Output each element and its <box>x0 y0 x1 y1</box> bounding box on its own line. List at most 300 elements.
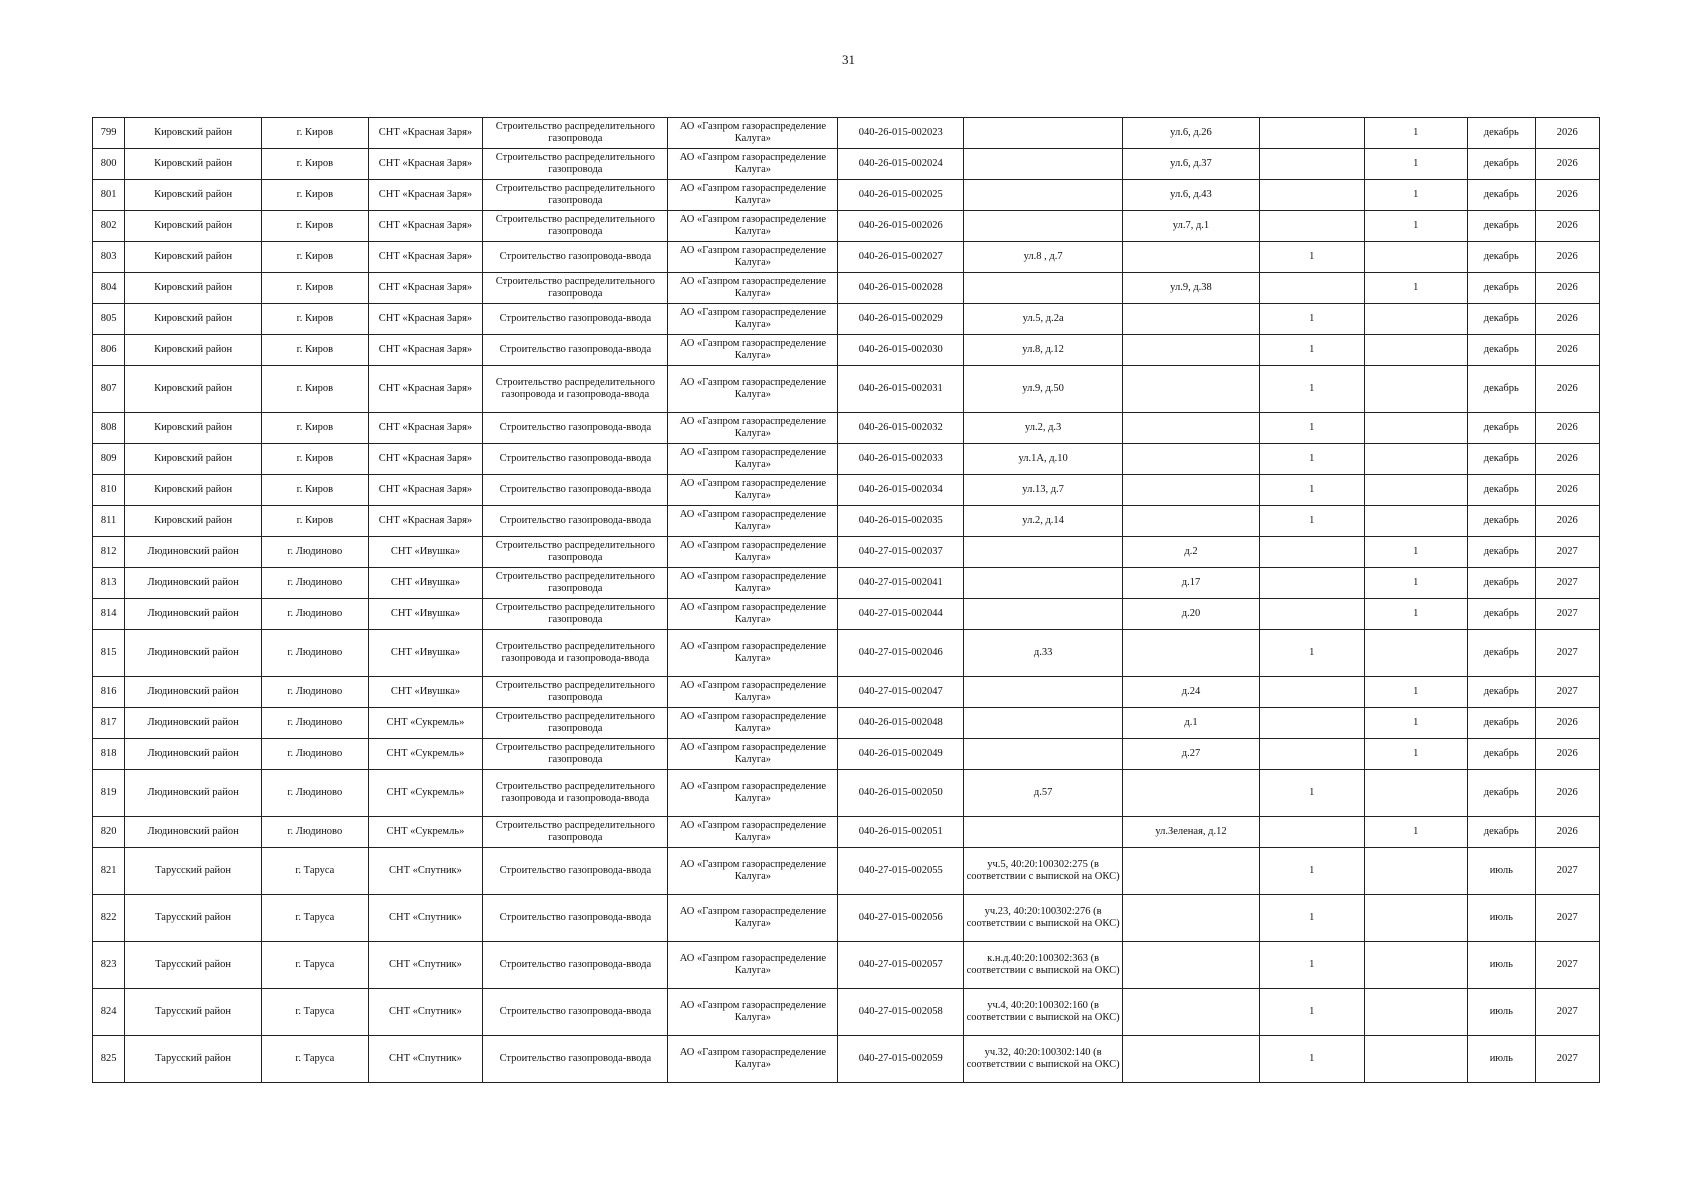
work-type-cell: Строительство распределительного газопровода <box>483 739 668 770</box>
address-connection-cell <box>964 211 1123 242</box>
district-cell: Кировский район <box>125 506 262 537</box>
year-cell: 2027 <box>1535 989 1600 1036</box>
address-network-cell <box>1123 989 1260 1036</box>
count-connection-cell: 1 <box>1259 366 1364 413</box>
count-network-cell: 1 <box>1364 817 1468 848</box>
count-connection-cell: 1 <box>1259 475 1364 506</box>
snt-cell: СНТ «Красная Заря» <box>368 149 483 180</box>
snt-cell: СНТ «Красная Заря» <box>368 475 483 506</box>
row-number-cell: 801 <box>93 180 125 211</box>
row-number-cell: 813 <box>93 568 125 599</box>
town-cell: г. Киров <box>262 211 369 242</box>
object-code-cell: 040-27-015-002055 <box>838 848 964 895</box>
month-cell: июль <box>1468 848 1535 895</box>
address-network-cell <box>1123 242 1260 273</box>
work-type-cell: Строительство распределительного газопровода <box>483 708 668 739</box>
month-cell: декабрь <box>1468 118 1535 149</box>
district-cell: Людиновский район <box>125 537 262 568</box>
town-cell: г. Таруса <box>262 989 369 1036</box>
snt-cell: СНТ «Ивушка» <box>368 599 483 630</box>
count-network-cell: 1 <box>1364 149 1468 180</box>
address-connection-cell: уч.5, 40:20:100302:275 (в соответствии с выпиской на ОКС) <box>964 848 1123 895</box>
year-cell: 2026 <box>1535 242 1600 273</box>
town-cell: г. Киров <box>262 413 369 444</box>
address-network-cell <box>1123 1036 1260 1083</box>
work-type-cell: Строительство распределительного газопровода и газопровода-ввода <box>483 366 668 413</box>
district-cell: Кировский район <box>125 273 262 304</box>
district-cell: Тарусский район <box>125 848 262 895</box>
table-row <box>93 506 1600 537</box>
count-network-cell <box>1364 942 1468 989</box>
address-connection-cell <box>964 273 1123 304</box>
count-connection-cell <box>1259 677 1364 708</box>
year-cell: 2027 <box>1535 895 1600 942</box>
count-network-cell <box>1364 895 1468 942</box>
year-cell: 2026 <box>1535 304 1600 335</box>
table-row <box>93 475 1600 506</box>
organization-cell: АО «Газпром газораспределение Калуга» <box>668 1036 838 1083</box>
month-cell: декабрь <box>1468 599 1535 630</box>
table-row <box>93 599 1600 630</box>
year-cell: 2026 <box>1535 444 1600 475</box>
organization-cell: АО «Газпром газораспределение Калуга» <box>668 942 838 989</box>
address-connection-cell: ул.8, д.12 <box>964 335 1123 366</box>
month-cell: июль <box>1468 989 1535 1036</box>
address-network-cell <box>1123 366 1260 413</box>
town-cell: г. Киров <box>262 149 369 180</box>
count-network-cell: 1 <box>1364 211 1468 242</box>
work-type-cell: Строительство газопровода-ввода <box>483 444 668 475</box>
work-type-cell: Строительство газопровода-ввода <box>483 242 668 273</box>
work-type-cell: Строительство распределительного газопровода <box>483 537 668 568</box>
address-network-cell <box>1123 895 1260 942</box>
year-cell: 2027 <box>1535 848 1600 895</box>
snt-cell: СНТ «Красная Заря» <box>368 180 483 211</box>
address-connection-cell: уч.23, 40:20:100302:276 (в соответствии с выпиской на ОКС) <box>964 895 1123 942</box>
object-code-cell: 040-27-015-002056 <box>838 895 964 942</box>
address-connection-cell <box>964 599 1123 630</box>
address-connection-cell: ул.8 , д.7 <box>964 242 1123 273</box>
work-type-cell: Строительство газопровода-ввода <box>483 895 668 942</box>
town-cell: г. Людиново <box>262 599 369 630</box>
district-cell: Людиновский район <box>125 770 262 817</box>
snt-cell: СНТ «Ивушка» <box>368 568 483 599</box>
year-cell: 2026 <box>1535 475 1600 506</box>
address-network-cell <box>1123 475 1260 506</box>
row-number-cell: 819 <box>93 770 125 817</box>
address-network-cell <box>1123 848 1260 895</box>
row-number-cell: 817 <box>93 708 125 739</box>
table-row <box>93 1036 1600 1083</box>
month-cell: декабрь <box>1468 770 1535 817</box>
organization-cell: АО «Газпром газораспределение Калуга» <box>668 335 838 366</box>
table-row <box>93 568 1600 599</box>
row-number-cell: 811 <box>93 506 125 537</box>
year-cell: 2026 <box>1535 149 1600 180</box>
district-cell: Кировский район <box>125 242 262 273</box>
snt-cell: СНТ «Красная Заря» <box>368 304 483 335</box>
work-type-cell: Строительство распределительного газопровода <box>483 273 668 304</box>
table-row <box>93 180 1600 211</box>
year-cell: 2027 <box>1535 599 1600 630</box>
month-cell: декабрь <box>1468 211 1535 242</box>
organization-cell: АО «Газпром газораспределение Калуга» <box>668 413 838 444</box>
address-network-cell <box>1123 304 1260 335</box>
organization-cell: АО «Газпром газораспределение Калуга» <box>668 599 838 630</box>
year-cell: 2026 <box>1535 708 1600 739</box>
town-cell: г. Людиново <box>262 537 369 568</box>
object-code-cell: 040-27-015-002041 <box>838 568 964 599</box>
table-row <box>93 848 1600 895</box>
object-code-cell: 040-26-015-002032 <box>838 413 964 444</box>
address-connection-cell <box>964 180 1123 211</box>
month-cell: июль <box>1468 895 1535 942</box>
row-number-cell: 825 <box>93 1036 125 1083</box>
count-network-cell: 1 <box>1364 537 1468 568</box>
organization-cell: АО «Газпром газораспределение Калуга» <box>668 242 838 273</box>
address-connection-cell: уч.32, 40:20:100302:140 (в соответствии с выпиской на ОКС) <box>964 1036 1123 1083</box>
organization-cell: АО «Газпром газораспределение Калуга» <box>668 211 838 242</box>
table-row <box>93 149 1600 180</box>
organization-cell: АО «Газпром газораспределение Калуга» <box>668 895 838 942</box>
month-cell: декабрь <box>1468 677 1535 708</box>
work-type-cell: Строительство газопровода-ввода <box>483 506 668 537</box>
district-cell: Людиновский район <box>125 817 262 848</box>
year-cell: 2026 <box>1535 366 1600 413</box>
object-code-cell: 040-27-015-002059 <box>838 1036 964 1083</box>
address-connection-cell: к.н.д.40:20:100302:363 (в соответствии с выпиской на ОКС) <box>964 942 1123 989</box>
year-cell: 2026 <box>1535 413 1600 444</box>
district-cell: Людиновский район <box>125 739 262 770</box>
row-number-cell: 804 <box>93 273 125 304</box>
count-network-cell: 1 <box>1364 568 1468 599</box>
district-cell: Кировский район <box>125 475 262 506</box>
table-row <box>93 273 1600 304</box>
organization-cell: АО «Газпром газораспределение Калуга» <box>668 677 838 708</box>
town-cell: г. Людиново <box>262 708 369 739</box>
district-cell: Тарусский район <box>125 989 262 1036</box>
town-cell: г. Людиново <box>262 817 369 848</box>
town-cell: г. Людиново <box>262 630 369 677</box>
month-cell: декабрь <box>1468 537 1535 568</box>
town-cell: г. Людиново <box>262 739 369 770</box>
object-code-cell: 040-26-015-002024 <box>838 149 964 180</box>
count-network-cell <box>1364 413 1468 444</box>
object-code-cell: 040-27-015-002037 <box>838 537 964 568</box>
row-number-cell: 824 <box>93 989 125 1036</box>
count-network-cell <box>1364 242 1468 273</box>
district-cell: Кировский район <box>125 335 262 366</box>
page-number: 31 <box>842 52 855 67</box>
address-network-cell: ул.6, д.26 <box>1123 118 1260 149</box>
address-network-cell <box>1123 770 1260 817</box>
month-cell: июль <box>1468 942 1535 989</box>
table-row <box>93 118 1600 149</box>
year-cell: 2026 <box>1535 739 1600 770</box>
snt-cell: СНТ «Спутник» <box>368 1036 483 1083</box>
organization-cell: АО «Газпром газораспределение Калуга» <box>668 304 838 335</box>
object-code-cell: 040-26-015-002023 <box>838 118 964 149</box>
year-cell: 2026 <box>1535 817 1600 848</box>
count-connection-cell <box>1259 817 1364 848</box>
month-cell: декабрь <box>1468 630 1535 677</box>
work-type-cell: Строительство распределительного газопровода <box>483 677 668 708</box>
year-cell: 2026 <box>1535 335 1600 366</box>
count-network-cell: 1 <box>1364 180 1468 211</box>
town-cell: г. Людиново <box>262 568 369 599</box>
address-network-cell <box>1123 335 1260 366</box>
month-cell: декабрь <box>1468 817 1535 848</box>
snt-cell: СНТ «Ивушка» <box>368 537 483 568</box>
address-network-cell <box>1123 444 1260 475</box>
count-connection-cell <box>1259 149 1364 180</box>
row-number-cell: 809 <box>93 444 125 475</box>
work-type-cell: Строительство распределительного газопровода <box>483 599 668 630</box>
table-row <box>93 677 1600 708</box>
work-type-cell: Строительство распределительного газопровода <box>483 817 668 848</box>
town-cell: г. Людиново <box>262 677 369 708</box>
snt-cell: СНТ «Спутник» <box>368 942 483 989</box>
row-number-cell: 806 <box>93 335 125 366</box>
month-cell: декабрь <box>1468 568 1535 599</box>
organization-cell: АО «Газпром газораспределение Калуга» <box>668 708 838 739</box>
object-code-cell: 040-26-015-002030 <box>838 335 964 366</box>
work-type-cell: Строительство распределительного газопровода <box>483 118 668 149</box>
row-number-cell: 823 <box>93 942 125 989</box>
address-network-cell: д.24 <box>1123 677 1260 708</box>
district-cell: Кировский район <box>125 180 262 211</box>
object-code-cell: 040-26-015-002027 <box>838 242 964 273</box>
count-connection-cell <box>1259 180 1364 211</box>
work-type-cell: Строительство газопровода-ввода <box>483 848 668 895</box>
row-number-cell: 818 <box>93 739 125 770</box>
object-code-cell: 040-26-015-002034 <box>838 475 964 506</box>
table-row <box>93 335 1600 366</box>
table-row <box>93 413 1600 444</box>
count-network-cell: 1 <box>1364 708 1468 739</box>
address-connection-cell: ул.13, д.7 <box>964 475 1123 506</box>
row-number-cell: 820 <box>93 817 125 848</box>
year-cell: 2027 <box>1535 537 1600 568</box>
table-row <box>93 942 1600 989</box>
year-cell: 2027 <box>1535 630 1600 677</box>
work-type-cell: Строительство газопровода-ввода <box>483 475 668 506</box>
row-number-cell: 802 <box>93 211 125 242</box>
row-number-cell: 822 <box>93 895 125 942</box>
row-number-cell: 815 <box>93 630 125 677</box>
address-network-cell <box>1123 630 1260 677</box>
address-network-cell: ул.Зеленая, д.12 <box>1123 817 1260 848</box>
table-row <box>93 895 1600 942</box>
town-cell: г. Киров <box>262 366 369 413</box>
object-code-cell: 040-27-015-002057 <box>838 942 964 989</box>
organization-cell: АО «Газпром газораспределение Калуга» <box>668 848 838 895</box>
town-cell: г. Киров <box>262 506 369 537</box>
town-cell: г. Киров <box>262 273 369 304</box>
row-number-cell: 810 <box>93 475 125 506</box>
year-cell: 2027 <box>1535 1036 1600 1083</box>
address-connection-cell: д.57 <box>964 770 1123 817</box>
year-cell: 2026 <box>1535 211 1600 242</box>
organization-cell: АО «Газпром газораспределение Калуга» <box>668 989 838 1036</box>
address-network-cell <box>1123 942 1260 989</box>
row-number-cell: 807 <box>93 366 125 413</box>
table-row <box>93 708 1600 739</box>
town-cell: г. Киров <box>262 242 369 273</box>
count-connection-cell <box>1259 537 1364 568</box>
row-number-cell: 816 <box>93 677 125 708</box>
address-connection-cell: ул.2, д.3 <box>964 413 1123 444</box>
count-connection-cell: 1 <box>1259 942 1364 989</box>
address-connection-cell: ул.2, д.14 <box>964 506 1123 537</box>
address-connection-cell <box>964 568 1123 599</box>
object-code-cell: 040-27-015-002058 <box>838 989 964 1036</box>
organization-cell: АО «Газпром газораспределение Калуга» <box>668 506 838 537</box>
count-connection-cell <box>1259 599 1364 630</box>
object-code-cell: 040-26-015-002049 <box>838 739 964 770</box>
month-cell: декабрь <box>1468 335 1535 366</box>
row-number-cell: 803 <box>93 242 125 273</box>
count-network-cell: 1 <box>1364 273 1468 304</box>
count-network-cell <box>1364 366 1468 413</box>
object-code-cell: 040-26-015-002051 <box>838 817 964 848</box>
organization-cell: АО «Газпром газораспределение Калуга» <box>668 568 838 599</box>
table-row <box>93 304 1600 335</box>
table-row <box>93 211 1600 242</box>
district-cell: Кировский район <box>125 444 262 475</box>
month-cell: декабрь <box>1468 149 1535 180</box>
count-connection-cell: 1 <box>1259 989 1364 1036</box>
month-cell: июль <box>1468 1036 1535 1083</box>
organization-cell: АО «Газпром газораспределение Калуга» <box>668 180 838 211</box>
count-network-cell: 1 <box>1364 599 1468 630</box>
count-connection-cell: 1 <box>1259 413 1364 444</box>
work-type-cell: Строительство газопровода-ввода <box>483 942 668 989</box>
month-cell: декабрь <box>1468 739 1535 770</box>
organization-cell: АО «Газпром газораспределение Калуга» <box>668 630 838 677</box>
object-code-cell: 040-26-015-002028 <box>838 273 964 304</box>
table-row <box>93 817 1600 848</box>
work-type-cell: Строительство газопровода-ввода <box>483 989 668 1036</box>
count-connection-cell: 1 <box>1259 335 1364 366</box>
object-code-cell: 040-26-015-002050 <box>838 770 964 817</box>
town-cell: г. Киров <box>262 335 369 366</box>
address-network-cell: ул.7, д.1 <box>1123 211 1260 242</box>
snt-cell: СНТ «Сукремль» <box>368 817 483 848</box>
object-code-cell: 040-27-015-002044 <box>838 599 964 630</box>
district-cell: Кировский район <box>125 366 262 413</box>
year-cell: 2026 <box>1535 118 1600 149</box>
count-network-cell <box>1364 989 1468 1036</box>
address-connection-cell <box>964 118 1123 149</box>
row-number-cell: 808 <box>93 413 125 444</box>
month-cell: декабрь <box>1468 273 1535 304</box>
organization-cell: АО «Газпром газораспределение Калуга» <box>668 817 838 848</box>
work-type-cell: Строительство распределительного газопровода <box>483 211 668 242</box>
address-network-cell: д.1 <box>1123 708 1260 739</box>
address-connection-cell <box>964 677 1123 708</box>
district-cell: Тарусский район <box>125 1036 262 1083</box>
town-cell: г. Киров <box>262 475 369 506</box>
organization-cell: АО «Газпром газораспределение Калуга» <box>668 366 838 413</box>
work-type-cell: Строительство газопровода-ввода <box>483 304 668 335</box>
month-cell: декабрь <box>1468 475 1535 506</box>
row-number-cell: 799 <box>93 118 125 149</box>
object-code-cell: 040-27-015-002046 <box>838 630 964 677</box>
address-network-cell: ул.9, д.38 <box>1123 273 1260 304</box>
work-type-cell: Строительство распределительного газопровода <box>483 180 668 211</box>
town-cell: г. Киров <box>262 180 369 211</box>
snt-cell: СНТ «Сукремль» <box>368 708 483 739</box>
gasification-table <box>92 117 1600 1083</box>
month-cell: декабрь <box>1468 242 1535 273</box>
object-code-cell: 040-26-015-002029 <box>838 304 964 335</box>
district-cell: Тарусский район <box>125 895 262 942</box>
district-cell: Кировский район <box>125 413 262 444</box>
count-network-cell <box>1364 444 1468 475</box>
row-number-cell: 805 <box>93 304 125 335</box>
address-network-cell <box>1123 413 1260 444</box>
table-row <box>93 242 1600 273</box>
address-connection-cell: ул.9, д.50 <box>964 366 1123 413</box>
count-network-cell <box>1364 770 1468 817</box>
district-cell: Людиновский район <box>125 568 262 599</box>
count-connection-cell: 1 <box>1259 242 1364 273</box>
snt-cell: СНТ «Красная Заря» <box>368 242 483 273</box>
snt-cell: СНТ «Красная Заря» <box>368 366 483 413</box>
row-number-cell: 800 <box>93 149 125 180</box>
snt-cell: СНТ «Красная Заря» <box>368 273 483 304</box>
address-network-cell: д.20 <box>1123 599 1260 630</box>
year-cell: 2026 <box>1535 506 1600 537</box>
address-connection-cell: д.33 <box>964 630 1123 677</box>
count-connection-cell <box>1259 739 1364 770</box>
table-row <box>93 537 1600 568</box>
count-connection-cell: 1 <box>1259 304 1364 335</box>
table-row <box>93 444 1600 475</box>
work-type-cell: Строительство газопровода-ввода <box>483 1036 668 1083</box>
object-code-cell: 040-26-015-002026 <box>838 211 964 242</box>
work-type-cell: Строительство распределительного газопровода и газопровода-ввода <box>483 630 668 677</box>
count-connection-cell <box>1259 118 1364 149</box>
town-cell: г. Киров <box>262 444 369 475</box>
count-network-cell: 1 <box>1364 739 1468 770</box>
snt-cell: СНТ «Сукремль» <box>368 770 483 817</box>
organization-cell: АО «Газпром газораспределение Калуга» <box>668 475 838 506</box>
address-network-cell: ул.6, д.43 <box>1123 180 1260 211</box>
snt-cell: СНТ «Красная Заря» <box>368 506 483 537</box>
snt-cell: СНТ «Спутник» <box>368 989 483 1036</box>
month-cell: декабрь <box>1468 506 1535 537</box>
district-cell: Тарусский район <box>125 942 262 989</box>
work-type-cell: Строительство распределительного газопровода <box>483 568 668 599</box>
count-network-cell <box>1364 475 1468 506</box>
count-connection-cell <box>1259 708 1364 739</box>
snt-cell: СНТ «Красная Заря» <box>368 444 483 475</box>
address-network-cell: ул.6, д.37 <box>1123 149 1260 180</box>
count-connection-cell: 1 <box>1259 444 1364 475</box>
count-network-cell <box>1364 304 1468 335</box>
month-cell: декабрь <box>1468 444 1535 475</box>
count-connection-cell: 1 <box>1259 848 1364 895</box>
count-connection-cell <box>1259 211 1364 242</box>
count-connection-cell: 1 <box>1259 630 1364 677</box>
organization-cell: АО «Газпром газораспределение Калуга» <box>668 273 838 304</box>
object-code-cell: 040-26-015-002048 <box>838 708 964 739</box>
town-cell: г. Таруса <box>262 1036 369 1083</box>
address-connection-cell <box>964 817 1123 848</box>
count-connection-cell: 1 <box>1259 506 1364 537</box>
